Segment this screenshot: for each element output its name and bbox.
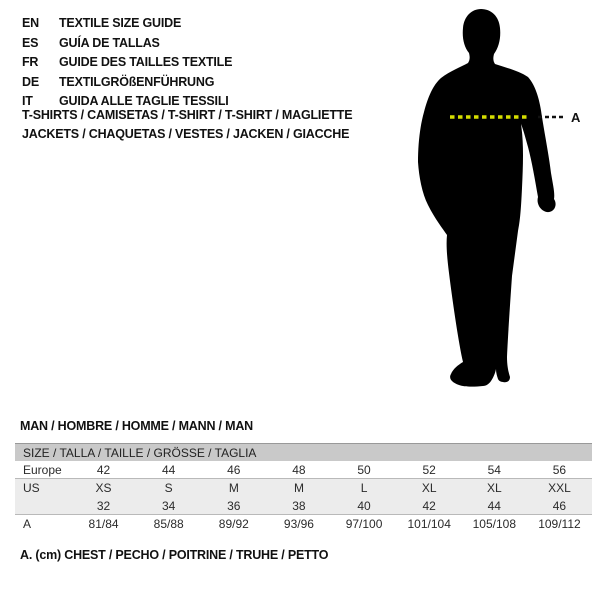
language-list — [22, 14, 232, 112]
chest-measure-label: A — [571, 110, 581, 125]
language-label: GUIDE DES TAILLES TEXTILE — [59, 55, 233, 69]
chest-range-value: 109/112 — [538, 517, 581, 531]
measurement-footnote: A. (cm) CHEST / PECHO / POITRINE / TRUHE / PETTO — [20, 548, 329, 562]
size-value: 42 — [96, 463, 111, 477]
language-code: DE — [22, 74, 39, 89]
size-value: L — [360, 481, 368, 495]
size-value: 56 — [552, 463, 567, 477]
row-label: A — [23, 517, 32, 531]
language-code: IT — [22, 94, 33, 108]
size-value: XL — [486, 481, 502, 495]
table-row-us — [15, 479, 592, 497]
language-row-es — [22, 34, 232, 54]
table-row-chest-a — [15, 515, 592, 533]
garment-categories — [22, 106, 352, 144]
chest-range-value: 89/92 — [218, 517, 249, 531]
size-value: 54 — [487, 463, 501, 477]
row-label: Europe — [23, 463, 62, 477]
size-value: S — [164, 481, 173, 495]
language-label: GUIDA ALLE TAGLIE TESSILI — [59, 94, 229, 108]
size-value: 52 — [422, 463, 436, 477]
size-value: 40 — [357, 499, 371, 513]
size-value: 44 — [487, 499, 501, 513]
size-value: M — [293, 481, 304, 495]
table-row-numeric — [15, 497, 592, 515]
size-value: 44 — [162, 463, 176, 477]
man-silhouette — [418, 9, 556, 387]
language-row-en — [22, 14, 232, 34]
size-value: XXL — [548, 481, 571, 495]
size-value: 46 — [227, 463, 241, 477]
size-value: XS — [95, 481, 112, 495]
size-value: 42 — [422, 499, 436, 513]
section-title-man: MAN / HOMBRE / HOMME / MANN / MAN — [20, 419, 253, 433]
language-code: EN — [22, 16, 39, 30]
size-value: XL — [421, 481, 437, 495]
language-code: FR — [22, 55, 39, 69]
language-row-de — [22, 73, 232, 93]
category-line-jackets: JACKETS / CHAQUETAS / VESTES / JACKEN / GIACCHE — [22, 127, 350, 141]
size-value: 32 — [96, 499, 111, 513]
size-value: 36 — [227, 499, 241, 513]
size-value: 50 — [357, 463, 371, 477]
chest-range-value: 81/84 — [88, 517, 119, 531]
language-row-fr — [22, 53, 232, 73]
man-silhouette-figure — [415, 5, 600, 405]
row-label: US — [23, 481, 40, 495]
chest-range-value: 93/96 — [283, 517, 314, 531]
chest-range-value: 85/88 — [153, 517, 184, 531]
size-value: 48 — [292, 463, 306, 477]
language-label: GUÍA DE TALLAS — [59, 35, 160, 50]
table-row-europe — [15, 461, 592, 479]
size-value: 38 — [292, 499, 306, 513]
chest-range-value: 101/104 — [407, 517, 451, 531]
language-code: ES — [22, 35, 39, 50]
size-value: M — [228, 481, 239, 495]
size-value: 46 — [552, 499, 567, 513]
language-label: TEXTILE SIZE GUIDE — [59, 16, 182, 30]
category-line-tshirts: T-SHIRTS / CAMISETAS / T-SHIRT / T-SHIRT / MAGLIETTE — [22, 108, 353, 122]
size-value: 34 — [162, 499, 176, 513]
size-table-header: SIZE / TALLA / TAILLE / GRÖSSE / TAGLIA — [15, 443, 592, 461]
chest-range-value: 105/108 — [472, 517, 516, 531]
language-label: TEXTILGRÖßENFÜHRUNG — [59, 74, 215, 89]
chest-range-value: 97/100 — [345, 517, 383, 531]
size-table — [15, 443, 592, 533]
